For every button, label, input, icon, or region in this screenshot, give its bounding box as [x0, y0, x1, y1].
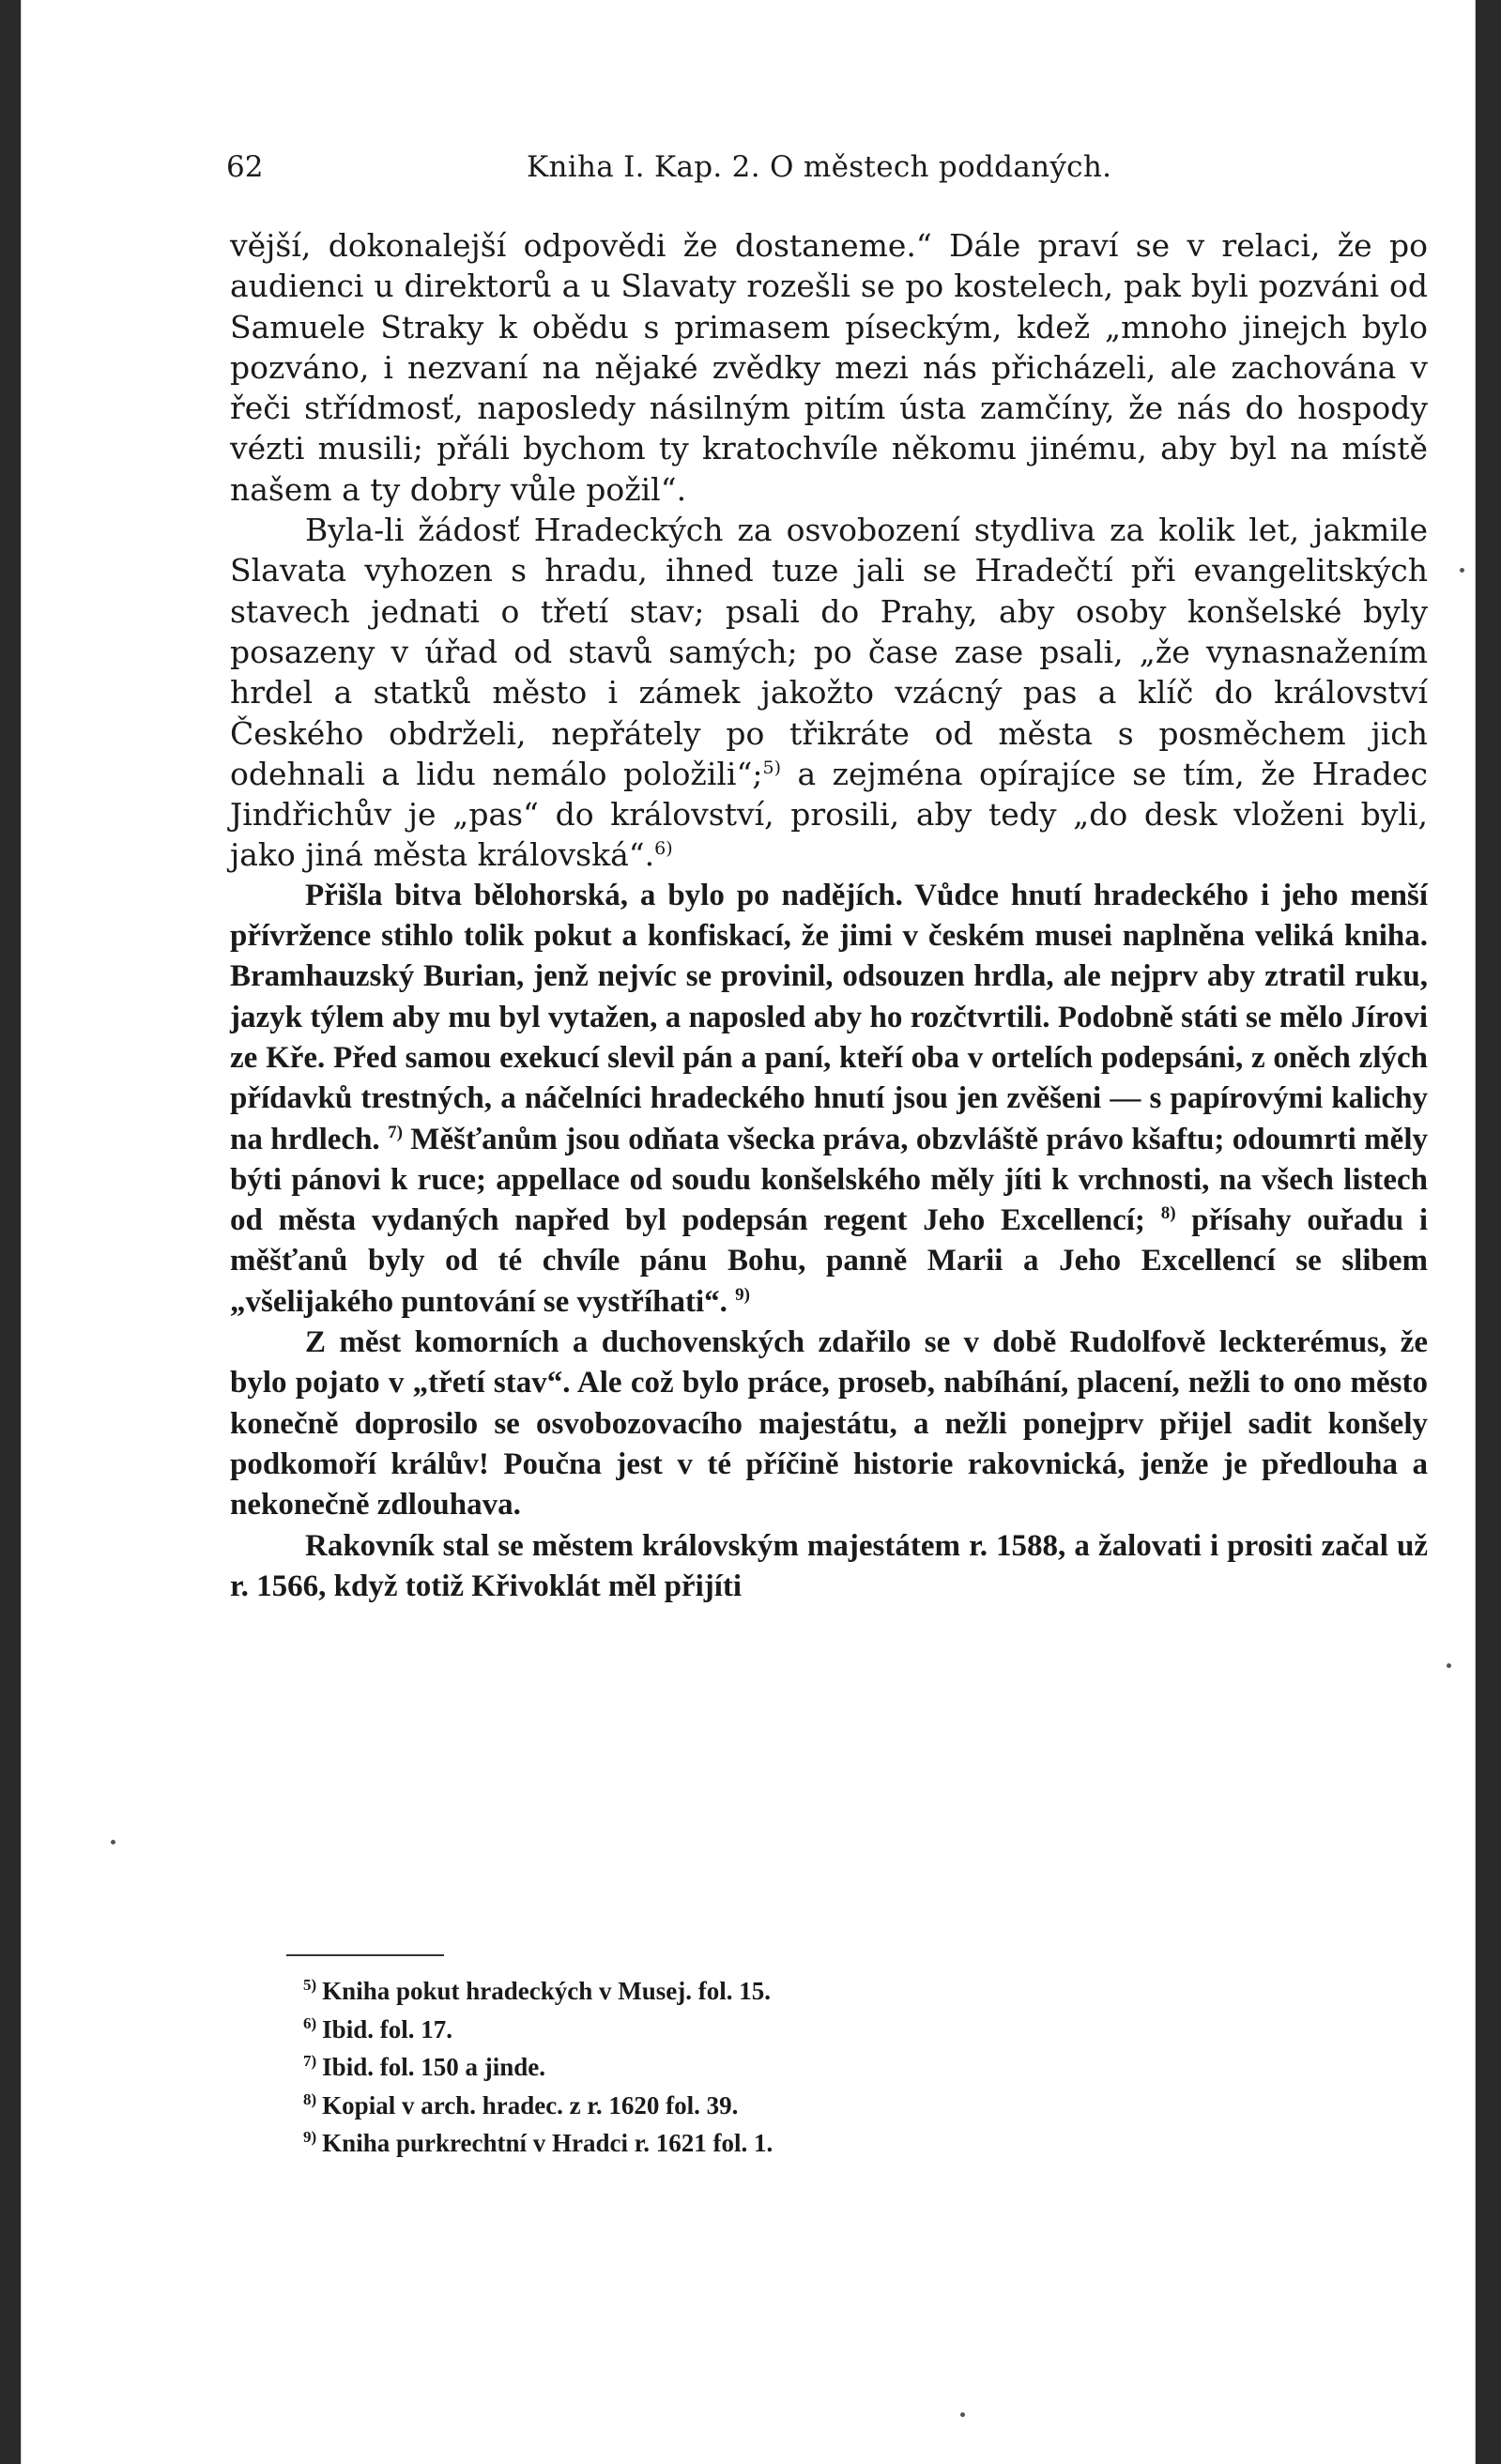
footnote-text: Ibid. fol. 17.: [322, 2014, 452, 2043]
footnote-mark: 8): [303, 2089, 317, 2108]
paragraph-text: přísahy ouřadu i měšťanů byly od té chvíle pánu Bohu, panně Marii a Jeho Excellencí se slibem „všelijakého puntování se vystříhati“.: [230, 1203, 1429, 1319]
page-header: [226, 150, 1428, 195]
footnote-8: [303, 2084, 1148, 2122]
footnote-mark: 6): [303, 2013, 317, 2032]
footnote-mark: 7): [303, 2052, 317, 2070]
body-text: [230, 225, 1428, 1607]
page-number: 62: [226, 150, 264, 184]
footnote-5: [303, 1969, 1148, 2008]
paragraph-text: a zejména opírajíce se tím, že Hradec Jindřichův je „pas“ do království, prosili, aby tedy „do desk vloženi byli, jako jiná města královská“.: [230, 755, 1428, 874]
paper-speck: [1447, 1663, 1451, 1668]
footnote-divider: [286, 1954, 444, 1956]
footnote-ref: 8): [1160, 1203, 1176, 1224]
footnote-text: Kniha purkrechtní v Hradci r. 1621 fol. 1.: [322, 2129, 773, 2157]
paragraph-text: Přišla bitva bělohorská, a bylo po nadějích. Vůdce hnutí hradeckého i jeho menší přívržence stihlo tolik pokut a konfiskací, že jimi v českém musei naplněna veliká kniha. Bramhauzský Burian, jenž nejvíc se provinil, odsouzen hrdla, ale nejprv aby ztratil ruku, jazyk týlem aby mu byl vytažen, a naposled aby ho rozčtvrtili. Podobně státi se mělo Jírovi ze Kře. Před samou exekucí slevil pán a paní, kteří oba v ortelích podepsáni, z oněch zlých přídavků trestných, a náčelníci hradeckého hnutí jsou jen zvěšeni — s papírovými kalichy na hrdlech.: [230, 878, 1428, 1156]
footnote-text: Ibid. fol. 150 a jinde.: [322, 2053, 545, 2081]
paragraph-text: Z měst komorních a duchovenských zdařilo se v době Rudolfově leckterémus, že bylo pojato v „třetí stav“. Ale což bylo práce, proseb, nabíhání, placení, nežli to ono město konečně doprosilo se osvobozovacího majestátu, a nežli ponejprv přijel sadit konšely podkomoří králův! Poučna jest v té příčině historie rakovnická, jenže je předlouha a nekonečně zdlouhava.: [230, 1325, 1428, 1523]
footnote-mark: 9): [303, 2128, 317, 2146]
running-title: Kniha I. Kap. 2. O městech poddaných.: [527, 150, 1112, 184]
footnote-9: [303, 2121, 1148, 2160]
paragraph-5: [230, 1526, 1428, 1608]
footnote-ref: 6): [654, 838, 673, 860]
paper-speck: [111, 1840, 115, 1844]
footnote-mark: 5): [303, 1976, 317, 1994]
footnote-6: [303, 2008, 1148, 2046]
paper-speck: [960, 2412, 965, 2417]
paragraph-text: Byla-li žádosť Hradeckých za osvobození stydliva za kolik let, jakmile Slavata vyhozen s hradu, ihned tuze jali se Hradečtí při evangelitských stavech jednati o třetí stav; psali do Prahy, aby osoby konšelské byly posazeny v úřad od stavů samých; po čase zase psali, „že vynasnažením hrdel a statků město i zámek jakožto vzácný pas a klíč do království Českého obdrželi, nepřátely po třikráte od města s posměchem jich odehnali a lidu nemálo položili“;: [230, 512, 1428, 792]
footnote-ref: 5): [762, 757, 781, 778]
footnotes: [303, 1969, 1148, 2160]
footnote-ref: 9): [735, 1284, 750, 1305]
paper-speck: [1460, 568, 1464, 573]
footnote-text: Kniha pokut hradeckých v Musej. fol. 15.: [322, 1977, 771, 2005]
footnote-7: [303, 2045, 1148, 2084]
paragraph-text: Rakovník stal se městem královským majestátem r. 1588, a žalovati i prositi začal už r. 1566, když totiž Křivoklát měl přijíti: [230, 1528, 1428, 1603]
paragraph-2: [230, 510, 1428, 876]
paragraph-3: [230, 876, 1428, 1323]
book-page: [21, 0, 1476, 2464]
footnote-ref: 7): [388, 1122, 403, 1142]
paragraph-text: vější, dokonalejší odpovědi že dostaneme.“ Dále praví se v relaci, že po audienci u direktorů a u Slavaty rozešli se po kostelech, pak byli pozváni od Samuele Straky k obědu s primasem píseckým, kdež „mnoho jinejch bylo pozváno, i nezvaní na nějaké zvědky mezi nás přicházeli, ale zachována v řeči střídmosť, naposledy násilným pitím ústa zamčíny, že nás do hospody vézti musili; přáli bychom ty kratochvíle někomu jinému, aby byl na místě našem a ty dobry vůle požil“.: [230, 227, 1428, 508]
paragraph-1: [230, 225, 1428, 510]
footnote-text: Kopial v arch. hradec. z r. 1620 fol. 39.: [322, 2090, 739, 2120]
paragraph-4: [230, 1323, 1428, 1525]
paragraph-text: Měšťanům jsou odňata všecka práva, obzvláště právo kšaftu; odoumrti měly býti pánovi k ruce; appellace od soudu konšelského měly jíti k vrchnosti, na všech listech od města vydaných napřed byl podepsán regent Jeho Excellencí;: [230, 1122, 1428, 1238]
